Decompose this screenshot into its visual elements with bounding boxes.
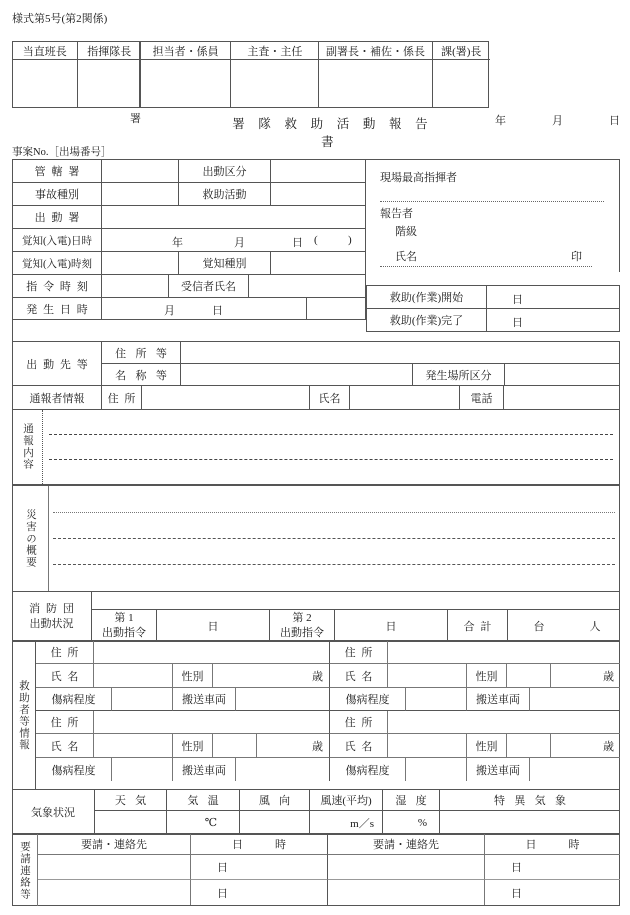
label-rescued-gender: 性別: [173, 734, 213, 758]
value-rescued-address[interactable]: [94, 711, 330, 734]
request-datetime-day: 日: [525, 839, 537, 851]
fire-brigade-top-strip[interactable]: [92, 592, 620, 610]
rescue-complete-day-label: 日: [512, 317, 523, 329]
label-dispatch-category: 出動区分: [178, 159, 270, 182]
label-rescued-name: 氏 名: [330, 664, 388, 688]
writing-line: [53, 512, 615, 513]
label-brigade-total: 合 計: [448, 610, 508, 641]
label-rescue-complete: 救助(作業)完了: [366, 308, 486, 331]
approval-stamp-cell[interactable]: [78, 60, 142, 108]
value-weather-humidity[interactable]: %: [383, 811, 440, 834]
value-weather-special[interactable]: [440, 811, 620, 834]
label-rescued-address: 住 所: [330, 641, 388, 664]
value-rescued-gender-age[interactable]: 歳: [213, 664, 330, 688]
date-month-label: 月: [552, 115, 563, 127]
commander-panel: [366, 159, 620, 272]
label-awareness-type: 覚知種別: [178, 251, 270, 274]
label-disaster-outline: 災害の概要: [13, 486, 49, 591]
occurrence-month-label: 月: [164, 305, 175, 317]
approval-header-cell: 当直班長: [13, 42, 78, 59]
value-request-datetime[interactable]: 日: [485, 855, 620, 880]
value-injury-level[interactable]: [112, 688, 173, 711]
label-rescued-gender: 性別: [467, 664, 507, 688]
label-destination-name: 名 称 等: [101, 363, 180, 385]
value-weather-sky[interactable]: [95, 811, 167, 834]
value-weather-windspeed[interactable]: m／s: [310, 811, 383, 834]
value-occurrence-datetime[interactable]: [101, 297, 306, 319]
label-request-datetime: [191, 834, 328, 855]
value-weather-winddir[interactable]: [240, 811, 310, 834]
value-rescued-gender[interactable]: [507, 664, 551, 688]
writing-line: [53, 538, 615, 539]
label-awareness-datetime: 覚知(入電)日時: [12, 228, 101, 251]
report-date-line: [495, 112, 620, 128]
value-transport-vehicle[interactable]: [530, 758, 620, 781]
value-request-datetime[interactable]: 日: [191, 880, 328, 905]
order1-line2: 出動指令: [102, 626, 146, 639]
value-weather-temp[interactable]: ℃: [167, 811, 240, 834]
label-rescued-name: 氏 名: [36, 734, 94, 758]
label-transport-vehicle: 搬送車両: [173, 758, 236, 781]
value-rescued-gender[interactable]: [507, 734, 551, 758]
label-caller-address: 住 所: [101, 385, 141, 409]
value-brigade-vehicles[interactable]: 台: [533, 620, 545, 633]
value-destination-name[interactable]: [180, 363, 412, 385]
writing-line: [49, 459, 613, 460]
label-place-category: 発生場所区分: [412, 363, 504, 385]
label-rescue-start: 救助(作業)開始: [366, 285, 486, 308]
value-caller-address[interactable]: [141, 385, 309, 409]
approval-header-cell: 主査・主任: [231, 42, 319, 59]
value-rescued-name[interactable]: [388, 734, 467, 758]
approval-stamp-cell[interactable]: [231, 60, 319, 108]
value-disaster-outline[interactable]: [49, 486, 619, 591]
commander-bottom-divider: [380, 266, 592, 267]
approval-stamp-cell[interactable]: [319, 60, 432, 108]
seal-label: 印: [571, 251, 582, 263]
order1-line1: 第 1: [114, 612, 134, 625]
value-caller-phone[interactable]: [503, 385, 620, 409]
value-destination-address[interactable]: [180, 341, 620, 363]
label-report-content: 通報内容: [13, 410, 43, 484]
approval-table-left: [12, 41, 140, 108]
value-dispatch-category[interactable]: [270, 159, 366, 182]
value-rescued-age[interactable]: 歳: [551, 664, 620, 688]
label-transport-vehicle: 搬送車両: [467, 758, 530, 781]
label-transport-vehicle: 搬送車両: [173, 688, 236, 711]
label-transport-vehicle: 搬送車両: [467, 688, 530, 711]
value-awareness-type[interactable]: [270, 251, 366, 274]
label-requests-group: 要請連絡等: [12, 834, 38, 906]
request-datetime-hour: 時: [275, 839, 286, 851]
label-weather-group: 気象状況: [12, 790, 95, 834]
label-jurisdiction: 管 轄 署: [12, 159, 101, 182]
value-brigade-people[interactable]: 人: [589, 620, 601, 633]
value-rescued-age[interactable]: 歳: [551, 734, 620, 758]
approval-header-cell: 副署長・補佐・係長: [319, 42, 432, 59]
approval-header-cell: 指揮隊長: [87, 45, 132, 58]
label-caller-phone: 電話: [459, 385, 503, 409]
approval-left-header-row: [13, 42, 141, 60]
request-datetime-day: 日: [232, 839, 243, 851]
scene-commander-label: 現場最高指揮者: [380, 172, 457, 184]
value-transport-vehicle[interactable]: [236, 758, 330, 781]
reporter-label: 報告者: [380, 208, 413, 220]
value-transport-vehicle[interactable]: [236, 688, 330, 711]
report-content-block: [12, 409, 620, 485]
value-rescue-activity[interactable]: [270, 182, 366, 205]
value-awareness-time[interactable]: [101, 251, 178, 274]
value-rescued-address[interactable]: [388, 641, 620, 664]
weather-header-winddir: 風 向: [240, 790, 310, 811]
approval-stamp-cell[interactable]: [13, 60, 78, 108]
awareness-day-label: 日: [292, 237, 303, 249]
approval-left-body-row: [13, 60, 141, 108]
label-order-time: 指 令 時 刻: [12, 274, 101, 297]
value-request-contact[interactable]: [38, 855, 191, 880]
label-injury-level: 傷病程度: [36, 758, 112, 781]
label-receiver-name: 受信者氏名: [168, 274, 248, 297]
label-rescued-address: 住 所: [36, 711, 94, 734]
value-rescued-name[interactable]: [94, 734, 173, 758]
request-datetime-hour: 時: [568, 839, 580, 851]
value-request-contact[interactable]: [38, 880, 191, 905]
value-request-datetime[interactable]: 日: [511, 887, 522, 900]
value-rescued-name[interactable]: [94, 664, 173, 688]
order2-line2: 出動指令: [280, 626, 324, 639]
label-rescue-activity: 救助活動: [178, 182, 270, 205]
label-injury-level: 傷病程度: [330, 688, 406, 711]
value-rescued-address[interactable]: [388, 711, 620, 734]
occurrence-day-label: 日: [212, 305, 223, 317]
commander-divider: [380, 201, 604, 202]
label-dispatch-station: 出 動 署: [12, 205, 101, 228]
rescue-start-day-label: 日: [512, 294, 523, 306]
weather-header-temp: 気 温: [167, 790, 240, 811]
label-awareness-time: 覚知(入電)時刻: [12, 251, 101, 274]
weather-header-humidity: 湿 度: [383, 790, 440, 811]
value-order2-day[interactable]: 日: [335, 610, 448, 641]
label-request-datetime: [485, 834, 620, 855]
approval-right-body-row: [141, 60, 490, 108]
label-accident-type: 事故種別: [12, 182, 101, 205]
value-place-category[interactable]: [504, 363, 620, 385]
date-day-label: 日: [609, 115, 620, 127]
value-order1-day[interactable]: 日: [157, 610, 270, 641]
approval-stamp-cell[interactable]: [141, 60, 231, 108]
rescue-times-bottom-rule: [366, 331, 620, 332]
label-request-contact: 要請・連絡先: [328, 834, 485, 855]
awareness-paren-close: ): [348, 234, 352, 246]
awareness-paren-open: (: [314, 234, 318, 246]
station-suffix: 署: [130, 113, 141, 125]
label-request-contact: 要請・連絡先: [38, 834, 191, 855]
approval-table-right: [140, 41, 489, 108]
date-year-label: 年: [495, 115, 506, 127]
info-block-bottom-rule: [12, 319, 366, 320]
value-injury-level[interactable]: [406, 758, 467, 781]
value-report-content[interactable]: [43, 410, 619, 484]
awareness-year-label: 年: [172, 237, 183, 249]
label-destination-address: 住 所 等: [101, 341, 180, 363]
value-accident-type[interactable]: [101, 182, 178, 205]
label-injury-level: 傷病程度: [330, 758, 406, 781]
label-destination-group: 出 動 先 等: [12, 341, 101, 385]
label-rescued-name: 氏 名: [330, 734, 388, 758]
label-order1: [92, 610, 157, 641]
disaster-outline-block: [12, 485, 620, 592]
label-caller-group: 通報者情報: [12, 385, 101, 409]
value-injury-level[interactable]: [112, 758, 173, 781]
form-number: 様式第5号(第2関係): [12, 13, 108, 25]
label-rescued-gender: 性別: [467, 734, 507, 758]
value-dispatch-station[interactable]: [101, 205, 366, 228]
value-request-contact[interactable]: [328, 855, 485, 880]
value-rescue-complete[interactable]: [486, 308, 620, 331]
value-injury-level[interactable]: [406, 688, 467, 711]
reporter-name-label: 氏名: [395, 251, 417, 263]
label-rescued-name: 氏 名: [36, 664, 94, 688]
awareness-month-label: 月: [234, 237, 245, 249]
value-rescued-age[interactable]: 歳: [257, 734, 330, 758]
approval-header-cell: 課(署)長: [441, 45, 482, 58]
approval-right-header-row: [141, 42, 490, 60]
approval-stamp-cell[interactable]: [433, 60, 491, 108]
value-awareness-datetime[interactable]: [101, 228, 366, 251]
value-rescued-gender[interactable]: [213, 734, 257, 758]
order2-line1: 第 2: [292, 612, 312, 625]
label-rescued-address: 住 所: [330, 711, 388, 734]
label-caller-name: 氏名: [309, 385, 349, 409]
value-caller-name[interactable]: [349, 385, 459, 409]
writing-line: [53, 564, 615, 565]
weather-header-special: 特 異 気 象: [440, 790, 620, 811]
value-rescued-address[interactable]: [94, 641, 330, 664]
label-rescued-group: 救助者等情報: [12, 641, 36, 790]
label-rescued-gender: 性別: [173, 664, 213, 688]
weather-header-sky: 天 気: [95, 790, 167, 811]
approval-header-cell: 担当者・係員: [141, 42, 231, 59]
value-rescued-name[interactable]: [388, 664, 467, 688]
value-receiver-name[interactable]: [248, 274, 366, 297]
writing-line: [49, 434, 613, 435]
fire-brigade-label-line2: 出動状況: [29, 617, 74, 630]
page-title: 署 隊 救 助 活 動 報 告 書: [232, 117, 433, 149]
value-jurisdiction[interactable]: [101, 159, 178, 182]
label-occurrence-datetime: 発 生 日 時: [12, 297, 101, 319]
label-fire-brigade: [12, 592, 92, 641]
case-number-label: 事案No.［出場番号］: [12, 147, 112, 158]
value-transport-vehicle[interactable]: [530, 688, 620, 711]
label-rescued-address: 住 所: [36, 641, 94, 664]
reporter-rank-label: 階級: [395, 226, 417, 238]
value-occurrence-extra[interactable]: [306, 297, 366, 319]
value-rescue-start[interactable]: [486, 285, 620, 308]
weather-header-windspeed: 風速(平均): [310, 790, 383, 811]
value-order-time[interactable]: [101, 274, 168, 297]
fire-brigade-label-line1: 消 防 団: [29, 602, 76, 615]
value-request-datetime[interactable]: 日: [191, 855, 328, 880]
value-request-contact[interactable]: [328, 880, 485, 905]
label-injury-level: 傷病程度: [36, 688, 112, 711]
label-order2: [270, 610, 335, 641]
